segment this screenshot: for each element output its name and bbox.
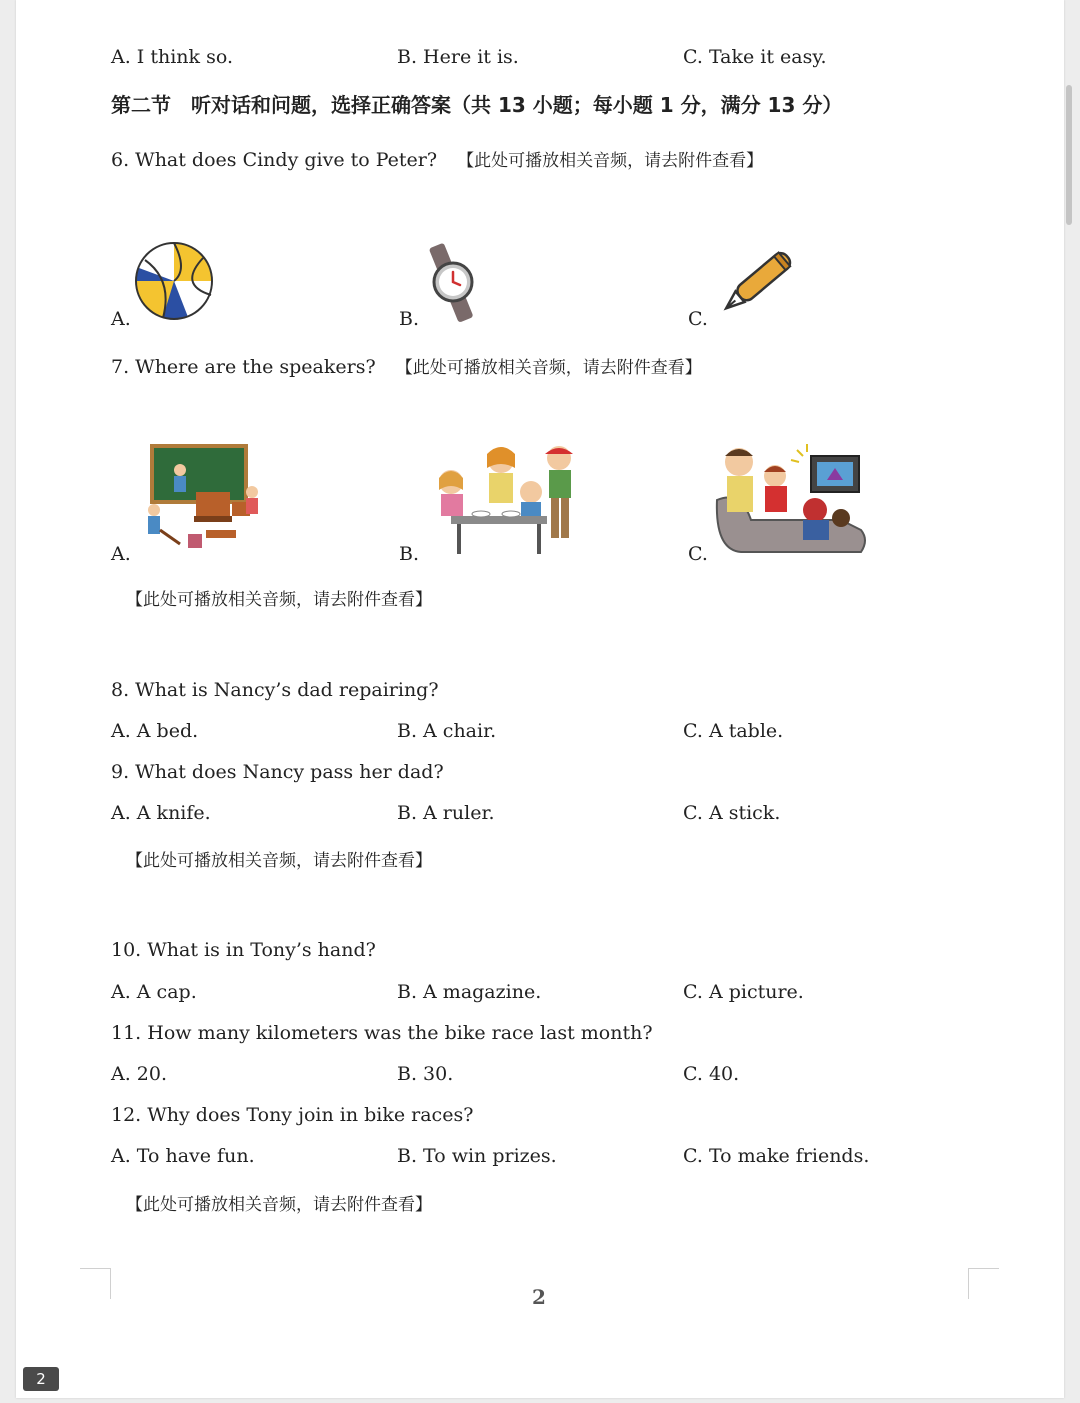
page-indicator-badge[interactable]: 2 [23, 1367, 59, 1391]
q12-option-b: B. To win prizes. [397, 1145, 557, 1167]
q8-option-a: A. A bed. [111, 720, 199, 742]
q9-option-b: B. A ruler. [397, 802, 495, 824]
q11-option-a: A. 20. [111, 1063, 168, 1085]
q7-label-b: B. [399, 543, 420, 565]
tv-room-illustration [711, 440, 869, 560]
page-number: 2 [532, 1285, 546, 1309]
page-corner-mark-left [80, 1268, 111, 1299]
dining-illustration [421, 440, 581, 562]
q6-label-b: B. [399, 308, 420, 330]
audio-note-3[interactable]: 【此处可播放相关音频，请去附件查看】 [126, 851, 432, 871]
q8-option-b: B. A chair. [397, 720, 497, 742]
q6-label-c: C. [688, 308, 708, 330]
q10-option-a: A. A cap. [111, 981, 197, 1003]
q7-audio-note[interactable]: 【此处可播放相关音频，请去附件查看】 [395, 358, 702, 378]
classroom-illustration [136, 440, 286, 558]
q6-label-a: A. [111, 308, 131, 330]
q7-label-a: A. [111, 543, 131, 565]
q12-option-c: C. To make friends. [683, 1145, 870, 1167]
q7-question-text: 7. Where are the speakers? [111, 356, 376, 378]
volleyball-icon [133, 240, 215, 322]
q8-option-c: C. A table. [683, 720, 784, 742]
q7-question [111, 355, 702, 380]
q12-option-a: A. To have fun. [111, 1145, 255, 1167]
q10-question: 10. What is in Tony’s hand? [111, 939, 376, 961]
q11-question: 11. How many kilometers was the bike race last month? [111, 1022, 653, 1044]
q6-audio-note[interactable]: 【此处可播放相关音频，请去附件查看】 [457, 151, 764, 171]
audio-note-2[interactable]: 【此处可播放相关音频，请去附件查看】 [126, 590, 432, 610]
q5-option-b: B. Here it is. [397, 46, 519, 68]
q5-option-a: A. I think so. [111, 46, 233, 68]
q7-label-c: C. [688, 543, 708, 565]
scrollbar-thumb[interactable] [1066, 85, 1072, 225]
q11-option-b: B. 30. [397, 1063, 454, 1085]
audio-note-4[interactable]: 【此处可播放相关音频，请去附件查看】 [126, 1195, 432, 1215]
page-corner-mark-right [968, 1268, 999, 1299]
watch-icon [423, 240, 483, 324]
pen-icon [711, 242, 807, 322]
q11-option-c: C. 40. [683, 1063, 740, 1085]
q8-question: 8. What is Nancy’s dad repairing? [111, 679, 439, 701]
q9-question: 9. What does Nancy pass her dad? [111, 761, 444, 783]
q6-question [111, 148, 763, 173]
q12-question: 12. Why does Tony join in bike races? [111, 1104, 474, 1126]
document-page [16, 0, 1064, 1398]
q5-option-c: C. Take it easy. [683, 46, 827, 68]
section-heading: 第二节 听对话和问题，选择正确答案（共 13 小题；每小题 1 分，满分 13 分） [111, 93, 843, 117]
q6-question-text: 6. What does Cindy give to Peter? [111, 149, 438, 171]
q9-option-a: A. A knife. [111, 802, 211, 824]
q9-option-c: C. A stick. [683, 802, 781, 824]
q10-option-b: B. A magazine. [397, 981, 542, 1003]
q10-option-c: C. A picture. [683, 981, 804, 1003]
